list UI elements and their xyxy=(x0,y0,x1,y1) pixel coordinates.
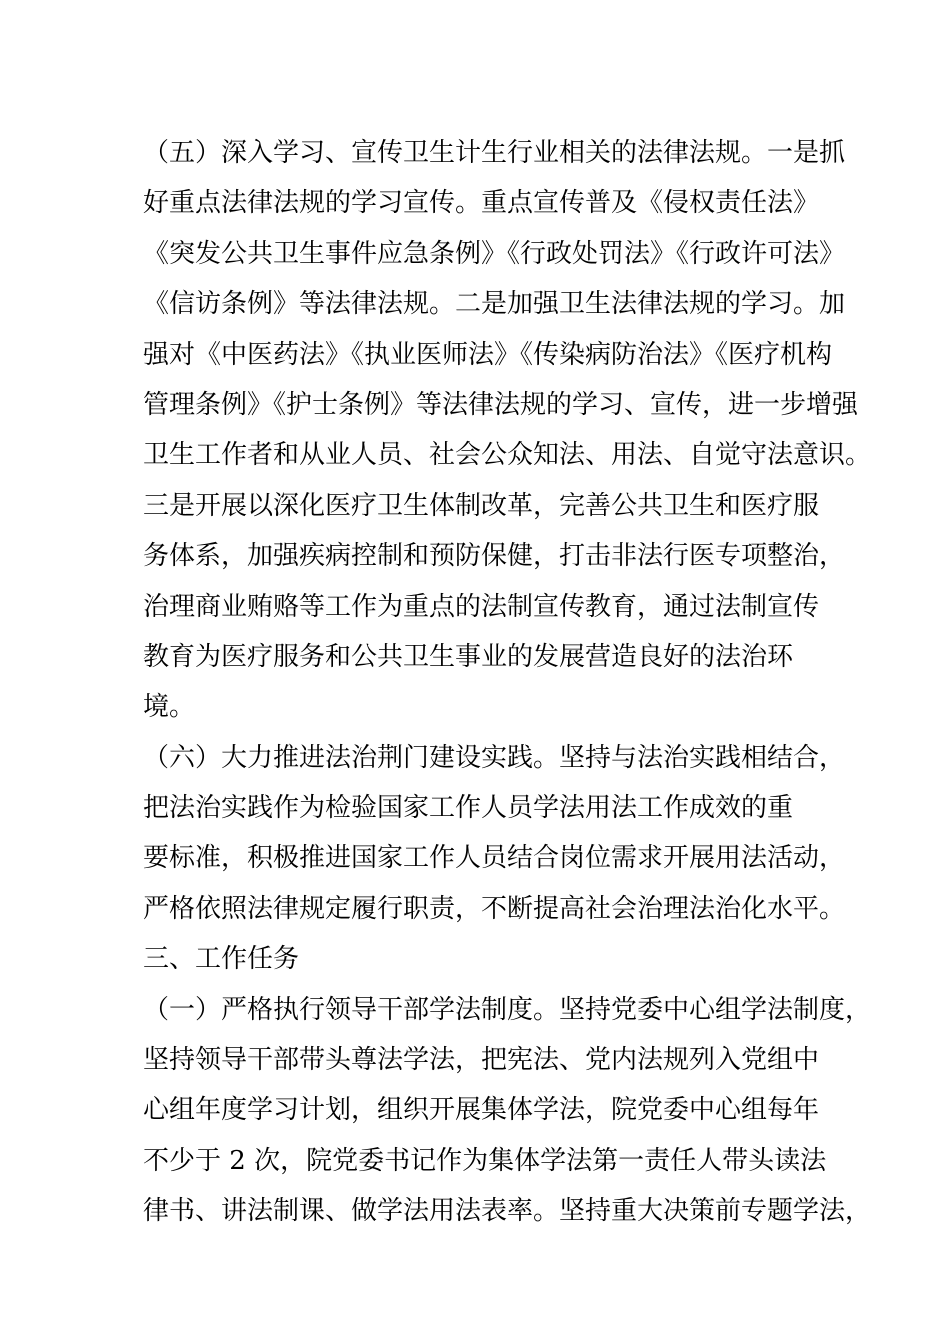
text-line: 强对《中医药法》《执业医师法》《传染病防治法》《医疗机构 xyxy=(143,339,833,370)
document-body xyxy=(143,128,872,1237)
text-line: 管理条例》《护士条例》等法律法规的学习、宣传，进一步增强 xyxy=(143,389,859,420)
text-line: 心组年度学习计划，组织开展集体学法，院党委中心组每年 xyxy=(143,1095,820,1126)
text-line: 卫生工作者和从业人员、社会公众知法、用法、自觉守法意识。 xyxy=(143,440,872,471)
text-line: 三是开展以深化医疗卫生体制改革，完善公共卫生和医疗服 xyxy=(143,490,820,521)
text-line: 教育为医疗服务和公共卫生事业的发展营造良好的法治环 xyxy=(143,641,794,672)
text-line: 治理商业贿赂等工作为重点的法制宣传教育，通过法制宣传 xyxy=(143,591,820,622)
text-line: 律书、讲法制课、做学法用法表率。坚持重大决策前专题学法， xyxy=(143,1196,872,1227)
text-line: 要标准，积极推进国家工作人员结合岗位需求开展用法活动， xyxy=(143,843,846,874)
text-line: 《突发公共卫生事件应急条例》《行政处罚法》《行政许可法》 xyxy=(143,238,846,269)
section-heading: 三、工作任务 xyxy=(143,944,300,975)
text-line: （一）严格执行领导干部学法制度。坚持党委中心组学法制度， xyxy=(143,994,872,1025)
text-line: 严格依照法律规定履行职责，不断提高社会治理法治化水平。 xyxy=(143,893,846,924)
text-line: 境。 xyxy=(143,692,196,723)
text-line: 好重点法律法规的学习宣传。重点宣传普及《侵权责任法》 xyxy=(143,188,820,219)
section-heading: （六）大力推进法治荆门建设实践。坚持与法治实践相结合， xyxy=(143,742,846,773)
text-line: 《信访条例》等法律法规。二是加强卫生法律法规的学习。加 xyxy=(143,289,846,320)
text-line: 务体系，加强疾病控制和预防保健，打击非法行医专项整治， xyxy=(143,541,846,572)
text-line: 把法治实践作为检验国家工作人员学法用法工作成效的重 xyxy=(143,793,794,824)
text-line: （五）深入学习、宣传卫生计生行业相关的法律法规。一是抓 xyxy=(143,138,846,168)
text-line: 坚持领导干部带头尊法学法，把宪法、党内法规列入党组中 xyxy=(143,1045,820,1076)
text-line: 不少于 2 次，院党委书记作为集体学法第一责任人带头读法 xyxy=(143,1145,827,1176)
